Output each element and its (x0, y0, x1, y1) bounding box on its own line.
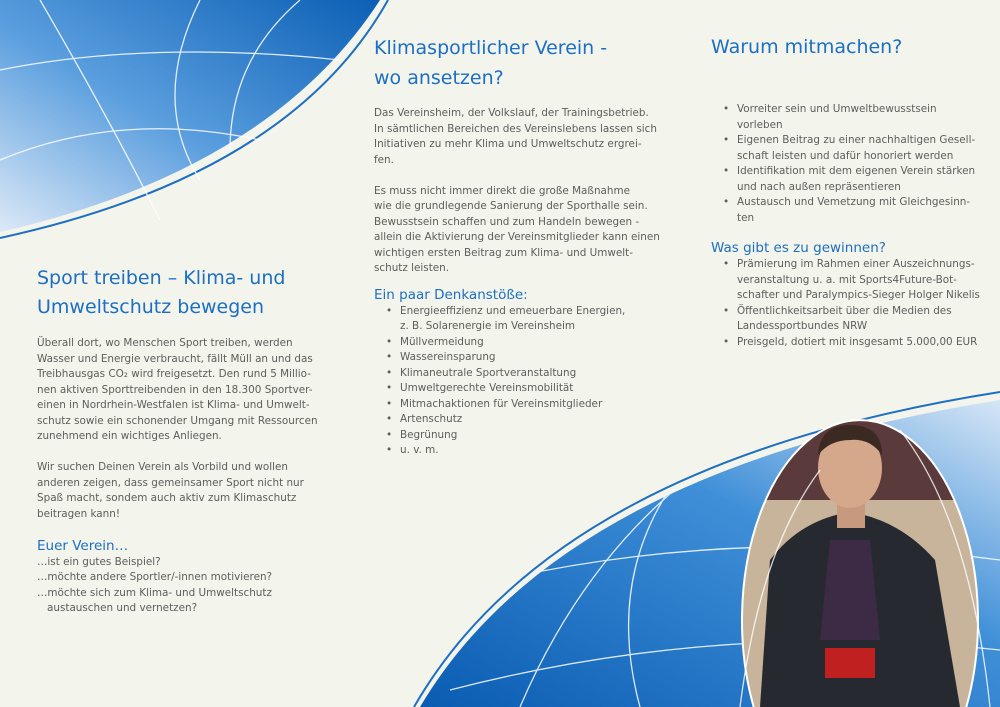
list-item-line: ten (737, 211, 755, 224)
list-item (374, 428, 654, 444)
areas-paragraph (374, 106, 657, 168)
text-line: wie die grundlegende Sanierung der Sporthalle sein. (374, 200, 648, 212)
text-line: anderen zeigen, dass gemeinsamer Sport nicht nur (37, 476, 304, 489)
right-column (711, 33, 991, 350)
list-item-line: Prämierung im Rahmen einer Auszeichnungs- (737, 258, 975, 270)
bullet-icon: • (723, 196, 730, 208)
list-item-line: Landessportbundes NRW (737, 320, 868, 332)
list-item (711, 102, 991, 133)
text-line: Überall dort, wo Menschen Sport treiben, werden (37, 337, 293, 349)
bullet-icon: • (723, 165, 730, 177)
right-title: Warum mitmachen? (711, 36, 903, 58)
title-line: Klimasportlicher Verein - (374, 37, 608, 59)
text-line: beitragen kann! (37, 507, 121, 520)
bullet-icon: • (723, 103, 730, 115)
title-line: Umweltschutz bewegen (37, 296, 265, 318)
list-item (374, 412, 654, 428)
bullet-icon: • (386, 335, 393, 348)
bullet-icon: • (386, 366, 393, 379)
text-line: schutz sowie ein schonender Umgang mit Ressourcen (37, 414, 318, 427)
top-left-globe (0, 0, 388, 238)
list-item-line: Öffentlichkeitsarbeit über die Medien des (737, 304, 952, 317)
title-line: wo ansetzen? (374, 67, 504, 89)
prizes-list (711, 257, 991, 350)
list-item-line: vorleben (737, 118, 783, 131)
middle-title (374, 33, 654, 93)
list-item-line: Wassereinsparung (400, 351, 496, 363)
list-item-line: Eigenen Beitrag zu einer nachhaltigen Gesell- (737, 134, 976, 146)
list-item (374, 350, 654, 366)
list-item (374, 381, 654, 397)
list-item (374, 304, 654, 335)
bullet-icon: • (386, 428, 393, 441)
bullet-icon: • (723, 304, 730, 317)
list-item (711, 133, 991, 164)
list-item (374, 443, 654, 459)
list-item-line: Energieeffizienz und emeuerbare Energien, (400, 304, 626, 317)
list-item-line: Umweltgerechte Vereinsmobilität (400, 382, 574, 394)
text-line: …ist ein gutes Beispiel? (37, 555, 161, 568)
text-line: Wasser und Energie verbraucht, fällt Müll an und das (37, 352, 313, 365)
list-item-line: Müllvermeidung (400, 335, 484, 348)
left-column (37, 264, 327, 617)
list-item-line: veranstaltung u. a. mit Sports4Future-Bot- (737, 273, 957, 286)
list-item-line: z. B. Solarenergie im Vereinsheim (400, 320, 575, 332)
bullet-icon: • (386, 351, 393, 363)
text-line: wichtigen ersten Beitrag zum Klima- und Umwelt- (374, 246, 633, 259)
text-line: Spaß macht, sondem auch aktiv zum Klimaschutz (37, 492, 297, 504)
euer-verein-heading: Euer Verein… (37, 537, 129, 554)
left-title (37, 264, 327, 322)
bullet-icon: • (723, 134, 730, 146)
bullet-icon: • (723, 335, 730, 348)
text-line: …möchte sich zum Klima- und Umweltschutz (37, 586, 272, 599)
list-item (374, 335, 654, 351)
intro-paragraph (37, 336, 327, 445)
list-item (711, 195, 991, 226)
list-item-line: und nach außen repräsentieren (737, 180, 901, 193)
text-line: einen in Nordrhein-Westfalen ist Klima- und Umwelt- (37, 399, 310, 411)
text-line: zunehmend ein wichtiges Anliegen. (37, 430, 222, 442)
list-item-line: Preisgeld, dotiert mit insgesamt 5.000,00 EUR (737, 335, 978, 348)
list-item-line: u. v. m. (400, 444, 439, 456)
reasons-list (711, 102, 991, 226)
bullet-icon: • (386, 397, 393, 410)
list-item (374, 397, 654, 413)
text-line: nen aktiven Sporttreibenden in den 18.300 Sportver- (37, 383, 313, 396)
list-item (711, 335, 991, 351)
text-line: Es muss nicht immer direkt die große Maßnahme (374, 184, 631, 197)
denkanstoesse-heading: Ein paar Denkanstöße: (374, 286, 528, 303)
text-line: Bewusstsein schaffen und zum Handeln bewegen - (374, 215, 640, 228)
bullet-icon: • (723, 258, 730, 270)
text-line: Treibhausgas CO₂ wird freigesetzt. Den rund 5 Millio- (37, 368, 311, 380)
text-line: Initiativen zu mehr Klima und Umweltschutz ergrei- (374, 138, 642, 150)
list-item-line: schaft leisten und dafür honoriert werden (737, 149, 954, 162)
text-line: Wir suchen Deinen Verein als Vorbild und wollen (37, 461, 288, 473)
bullet-icon: • (386, 304, 393, 317)
list-item-line: schafter und Paralympics-Sieger Holger Nikelis (737, 289, 980, 301)
text-line: austauschen und vernetzen? (47, 602, 198, 614)
text-line: allein die Aktivierung der Vereinsmitglieder kann einen (374, 231, 660, 243)
questions-list (37, 555, 327, 617)
list-item-line: Mitmachaktionen für Vereinsmitglieder (400, 397, 603, 410)
bullet-icon: • (386, 382, 393, 394)
awareness-paragraph (374, 184, 660, 277)
list-item (711, 164, 991, 195)
ideas-list (374, 304, 654, 459)
middle-column (374, 33, 660, 459)
text-line: fen. (374, 153, 394, 166)
text-line: …möchte andere Sportler/-innen motivieren? (37, 571, 273, 583)
list-item (711, 257, 991, 304)
text-line: schutz leisten. (374, 262, 450, 274)
list-item (374, 366, 654, 382)
list-item-line: Austausch und Vemetzung mit Gleichgesinn- (737, 196, 971, 208)
invite-paragraph (37, 460, 327, 522)
list-item-line: Identifikation mit dem eigenen Verein stärken (737, 165, 976, 177)
list-item-line: Artenschutz (400, 413, 463, 425)
gewinnen-heading: Was gibt es zu gewinnen? (711, 240, 886, 256)
list-item-line: Begrünung (400, 428, 458, 441)
text-line: In sämtlichen Bereichen des Vereinslebens lassen sich (374, 122, 657, 135)
list-item-line: Vorreiter sein und Umweltbewusstsein (737, 103, 937, 115)
list-item (711, 304, 991, 335)
bullet-icon: • (386, 444, 393, 456)
bullet-icon: • (386, 413, 393, 425)
title-line: Sport treiben – Klima- und (37, 267, 286, 289)
text-line: Das Vereinsheim, der Volkslauf, der Trainingsbetrieb. (374, 107, 649, 119)
list-item-line: Klimaneutrale Sportveranstaltung (400, 366, 577, 379)
